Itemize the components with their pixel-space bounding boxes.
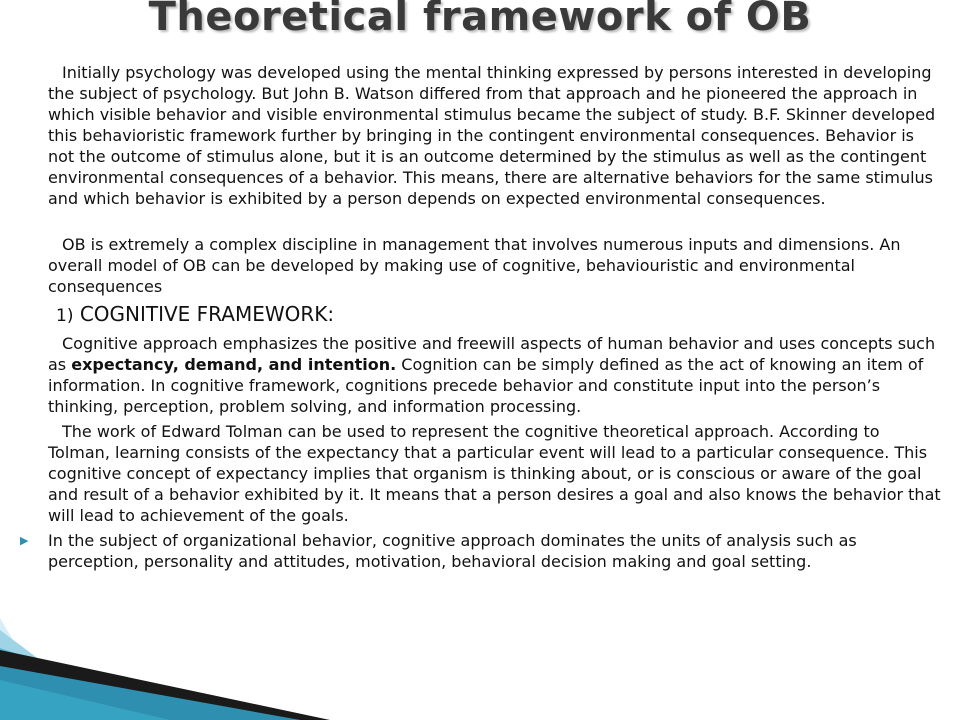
- cognitive-text-b: Cognition can be simply defined as the act of knowing an item of information. In cognitive framework, cognitions precede behavior and constitute input into the person’s thinking, perception, problem solving, and information processing.: [48, 355, 924, 416]
- slide-body: [20, 62, 944, 572]
- paragraph-ob-model: OB is extremely a complex discipline in management that involves numerous inputs and dimensions. An overall model of OB can be developed by making use of cognitive, behaviouristic and environmental consequences: [48, 235, 901, 296]
- heading-number: 1): [56, 306, 74, 326]
- list-item: [20, 530, 944, 572]
- paragraph-tolman: The work of Edward Tolman can be used to represent the cognitive theoretical approach. According to Tolman, learning consists of the expectancy that a particular event will lead to a particular consequence. This cognitive concept of expectancy implies that organism is thinking about, or is conscious or aware of the goal and result of a behavior exhibited by it. It means that a person desires a goal and also knows the behavior that will lead to achievement of the goals.: [48, 422, 941, 525]
- section-heading: [56, 301, 944, 329]
- paragraph-ob-units: In the subject of organizational behavior, cognitive approach dominates the units of analysis such as perception, personality and attitudes, motivation, behavioral decision making and goal setting.: [48, 531, 857, 571]
- cognitive-bold-concepts: expectancy, demand, and intention.: [71, 355, 397, 374]
- paragraph-cognitive-approach: [48, 333, 944, 417]
- triangle-bullet-icon: ▶: [20, 534, 29, 547]
- decorative-ribbon: [0, 590, 420, 720]
- paragraph-behaviorism: Initially psychology was developed using the mental thinking expressed by persons interested in developing the subject of psychology. But John B. Watson differed from that approach and he pioneered the approach in which visible behavior and visible environmental stimulus became the subject of study. B.F. Skinner developed this behavioristic framework further by bringing in the contingent environmental consequences. Behavior is not the outcome of stimulus alone, but it is an outcome determined by the stimulus as well as the contingent environmental consequences of a behavior. This means, there are alternative behaviors for the same stimulus and which behavior is exhibited by a person depends on expected environmental consequences.: [48, 63, 936, 208]
- cognitive-text-a: Cognitive approach emphasizes the positive and freewill aspects of human behavior and uses concepts such as: [48, 334, 936, 374]
- triangle-bullet-icon: ▶: [20, 671, 29, 684]
- heading-text: COGNITIVE FRAMEWORK:: [79, 302, 335, 326]
- slide-title: Theoretical framework of OB: [148, 0, 812, 40]
